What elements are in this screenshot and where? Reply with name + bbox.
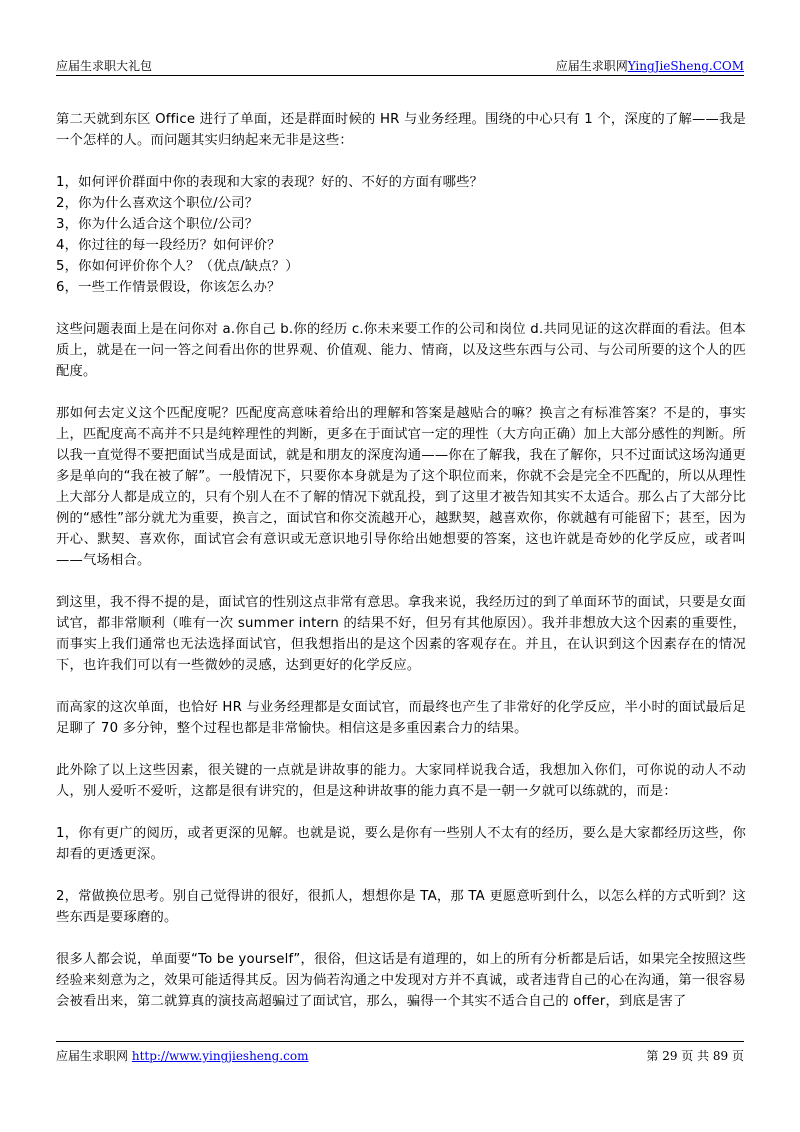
paragraph-interviewer-gender: 到这里，我不得不提的是，面试官的性别这点非常有意思。拿我来说，我经历过的到了单面环节的面试，只要是女面试官，都非常顺利（唯有一次 summer intern 的结果不好，但另有其他原因）。我并非想放大这个因素的重要性，而事实上我们通常也无法选择面试官，但我想指出的是这个因素的客观存在。并且，在认识到这个因素存在的情况下，也许我们可以有一些微妙的灵感，达到更好的化学反应。 [56, 595, 746, 673]
header-title: 应届生求职大礼包 [56, 59, 153, 73]
paragraph-point-1: 1，你有更广的阅历，或者更深的见解。也就是说，要么是你有一些别人不太有的经历，要么是大家都经历这些，你却看的更透更深。 [56, 826, 746, 862]
paragraph-storytelling: 此外除了以上这些因素，很关键的一点就是讲故事的能力。大家同样说我合适，我想加入你们，可你说的动人不动人，别人爱听不爱听，这都是很有讲究的，但是这种讲故事的能力真不是一朝一夕就可以练就的，而是： [56, 763, 746, 799]
paragraph-point-2: 2，常做换位思考。别自己觉得讲的很好，很抓人，想想你是 TA，那 TA 更愿意听到什么，以怎么样的方式听到？这些东西是要琢磨的。 [56, 889, 746, 925]
question-item: 2，你为什么喜欢这个职位/公司？ [56, 196, 259, 211]
footer-site [56, 1048, 308, 1064]
footer-divider [56, 1041, 744, 1042]
header-site [556, 58, 744, 74]
page-number: 第 29 页 共 89 页 [646, 1049, 744, 1063]
paragraph-intro: 第二天就到东区 Office 进行了单面，还是群面时候的 HR 与业务经理。围绕的中心只有 1 个，深度的了解——我是一个怎样的人。而问题其实归纳起来无非是这些： [56, 112, 746, 148]
footer-site-name: 应届生求职网 [56, 1049, 129, 1063]
header-site-name: 应届生求职网 [555, 59, 628, 73]
question-item: 6，一些工作情景假设，你该怎么办？ [56, 280, 281, 295]
paragraph-be-yourself: 很多人都会说，单面要“To be yourself”，很俗，但这话是有道理的，如上的所有分析都是后话，如果完全按照这些经验来刻意为之，效果可能适得其反。因为倘若沟通之中发现对方并不真诚，或者违背自己的心在沟通，第一很容易会被看出来，第二就算真的演技高超骗过了面试官，那么，骗得一个其实不适合自己的 offer，到底是害了 [56, 952, 746, 1009]
main-content [56, 109, 746, 1033]
header-divider [56, 75, 744, 76]
question-item: 1，如何评价群面中你的表现和大家的表现？好的、不好的方面有哪些？ [56, 175, 484, 190]
paragraph-essence: 这些问题表面上是在问你对 a.你自己 b.你的经历 c.你未来要工作的公司和岗位 d.共同见证的这次群面的看法。但本质上，就是在一问一答之间看出你的世界观、价值观、能力、情商，以及这些东西与公司、与公司所要的这个人的匹配度。 [56, 322, 746, 379]
page-footer [56, 1046, 744, 1066]
question-list [56, 172, 746, 298]
footer-site-link[interactable]: http://www.yingjiesheng.com [131, 1049, 309, 1063]
page-header [56, 56, 744, 76]
header-site-link[interactable]: YingJieSheng.COM [627, 59, 744, 73]
question-item: 5，你如何评价你个人？（优点/缺点？） [56, 259, 299, 274]
question-item: 3，你为什么适合这个职位/公司？ [56, 217, 259, 232]
question-item: 4，你过往的每一段经历？如何评价？ [56, 238, 281, 253]
paragraph-matching: 那如何去定义这个匹配度呢？匹配度高意味着给出的理解和答案是越贴合的嘛？换言之有标准答案？不是的，事实上，匹配度高不高并不只是纯粹理性的判断，更多在于面试官一定的理性（大方向正确）加上大部分感性的判断。所以我一直觉得不要把面试当成是面试，就是和朋友的深度沟通——你在了解我，我在了解你，只不过面试这场沟通更多是单向的“我在被了解”。一般情况下，只要你本身就是为了这个职位而来，你就不会是完全不匹配的，所以从理性上大部分人都是成立的，只有个别人在不了解的情况下就乱投，到了这里才被告知其实不太适合。那么占了大部分比例的“感性”部分就尤为重要，换言之，面试官和你交流越开心，越默契，越喜欢你，你就越有可能留下；甚至，因为开心、默契、喜欢你，面试官会有意识或无意识地引导你给出她想要的答案，这也许就是奇妙的化学反应，或者叫——气场相合。 [56, 406, 746, 568]
paragraph-interview-result: 而高家的这次单面，也恰好 HR 与业务经理都是女面试官，而最终也产生了非常好的化学反应，半小时的面试最后足足聊了 70 多分钟，整个过程也都是非常愉快。相信这是多重因素合力的结果。 [56, 700, 746, 736]
